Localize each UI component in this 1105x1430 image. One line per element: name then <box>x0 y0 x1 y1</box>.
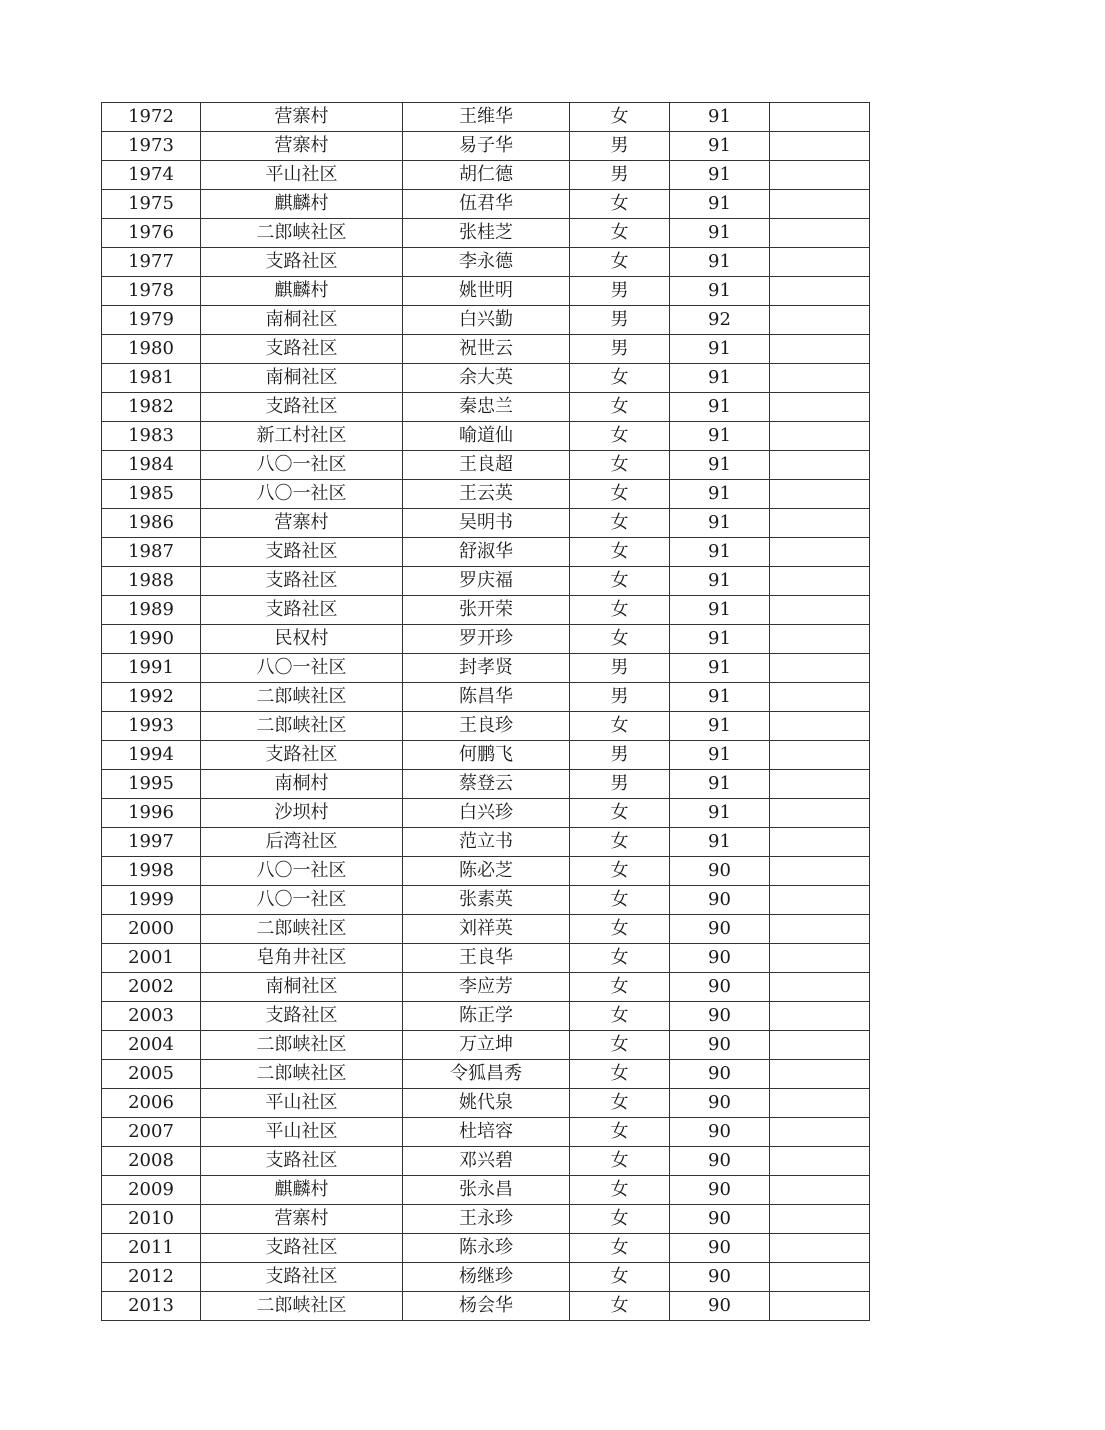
age-cell: 92 <box>670 306 770 335</box>
row-number-cell: 1994 <box>102 741 201 770</box>
community-cell: 支路社区 <box>201 538 403 567</box>
gender-cell: 女 <box>570 1031 670 1060</box>
table-row <box>102 103 870 132</box>
table-row <box>102 625 870 654</box>
remarks-cell <box>770 828 870 857</box>
table-row <box>102 248 870 277</box>
gender-cell: 女 <box>570 1002 670 1031</box>
row-number-cell: 1995 <box>102 770 201 799</box>
gender-cell: 女 <box>570 480 670 509</box>
community-cell: 八〇一社区 <box>201 886 403 915</box>
name-cell: 李永德 <box>403 248 570 277</box>
remarks-cell <box>770 1176 870 1205</box>
gender-cell: 女 <box>570 828 670 857</box>
age-cell: 91 <box>670 219 770 248</box>
remarks-cell <box>770 654 870 683</box>
row-number-cell: 2001 <box>102 944 201 973</box>
community-cell: 二郎峡社区 <box>201 683 403 712</box>
gender-cell: 男 <box>570 654 670 683</box>
table-row <box>102 132 870 161</box>
community-cell: 二郎峡社区 <box>201 1292 403 1321</box>
remarks-cell <box>770 538 870 567</box>
row-number-cell: 2011 <box>102 1234 201 1263</box>
remarks-cell <box>770 973 870 1002</box>
row-number-cell: 1997 <box>102 828 201 857</box>
row-number-cell: 1979 <box>102 306 201 335</box>
community-cell: 平山社区 <box>201 1089 403 1118</box>
table-row <box>102 654 870 683</box>
community-cell: 新工村社区 <box>201 422 403 451</box>
name-cell: 吴明书 <box>403 509 570 538</box>
community-cell: 民权村 <box>201 625 403 654</box>
row-number-cell: 1972 <box>102 103 201 132</box>
gender-cell: 女 <box>570 422 670 451</box>
table-row <box>102 741 870 770</box>
table-row <box>102 1234 870 1263</box>
community-cell: 八〇一社区 <box>201 451 403 480</box>
name-cell: 姚代泉 <box>403 1089 570 1118</box>
row-number-cell: 1998 <box>102 857 201 886</box>
community-cell: 支路社区 <box>201 1147 403 1176</box>
gender-cell: 女 <box>570 973 670 1002</box>
community-cell: 二郎峡社区 <box>201 219 403 248</box>
gender-cell: 女 <box>570 364 670 393</box>
remarks-cell <box>770 422 870 451</box>
row-number-cell: 1983 <box>102 422 201 451</box>
name-cell: 陈昌华 <box>403 683 570 712</box>
remarks-cell <box>770 451 870 480</box>
community-cell: 平山社区 <box>201 161 403 190</box>
row-number-cell: 1986 <box>102 509 201 538</box>
gender-cell: 女 <box>570 1176 670 1205</box>
remarks-cell <box>770 712 870 741</box>
community-cell: 支路社区 <box>201 393 403 422</box>
age-cell: 91 <box>670 538 770 567</box>
table-row <box>102 422 870 451</box>
age-cell: 91 <box>670 364 770 393</box>
table-row <box>102 364 870 393</box>
name-cell: 王良华 <box>403 944 570 973</box>
name-cell: 杨会华 <box>403 1292 570 1321</box>
table-row <box>102 1176 870 1205</box>
remarks-cell <box>770 1118 870 1147</box>
remarks-cell <box>770 219 870 248</box>
remarks-cell <box>770 857 870 886</box>
name-cell: 王良超 <box>403 451 570 480</box>
table-row <box>102 596 870 625</box>
table-row <box>102 828 870 857</box>
table-row <box>102 567 870 596</box>
table-row <box>102 1205 870 1234</box>
row-number-cell: 2007 <box>102 1118 201 1147</box>
table-row <box>102 219 870 248</box>
name-cell: 王维华 <box>403 103 570 132</box>
community-cell: 二郎峡社区 <box>201 1060 403 1089</box>
remarks-cell <box>770 1060 870 1089</box>
gender-cell: 女 <box>570 1060 670 1089</box>
name-cell: 张永昌 <box>403 1176 570 1205</box>
age-cell: 90 <box>670 915 770 944</box>
name-cell: 范立书 <box>403 828 570 857</box>
remarks-cell <box>770 1089 870 1118</box>
table-row <box>102 1031 870 1060</box>
community-cell: 支路社区 <box>201 335 403 364</box>
gender-cell: 女 <box>570 886 670 915</box>
name-cell: 杜培容 <box>403 1118 570 1147</box>
gender-cell: 男 <box>570 683 670 712</box>
age-cell: 91 <box>670 770 770 799</box>
remarks-cell <box>770 683 870 712</box>
gender-cell: 女 <box>570 509 670 538</box>
age-cell: 91 <box>670 161 770 190</box>
table-row <box>102 451 870 480</box>
gender-cell: 女 <box>570 944 670 973</box>
name-cell: 易子华 <box>403 132 570 161</box>
row-number-cell: 2006 <box>102 1089 201 1118</box>
remarks-cell <box>770 480 870 509</box>
age-cell: 90 <box>670 1147 770 1176</box>
row-number-cell: 1974 <box>102 161 201 190</box>
age-cell: 91 <box>670 654 770 683</box>
name-cell: 万立坤 <box>403 1031 570 1060</box>
row-number-cell: 2009 <box>102 1176 201 1205</box>
remarks-cell <box>770 886 870 915</box>
remarks-cell <box>770 799 870 828</box>
remarks-cell <box>770 1147 870 1176</box>
age-cell: 91 <box>670 509 770 538</box>
name-cell: 杨继珍 <box>403 1263 570 1292</box>
remarks-cell <box>770 103 870 132</box>
remarks-cell <box>770 741 870 770</box>
name-cell: 余大英 <box>403 364 570 393</box>
name-cell: 刘祥英 <box>403 915 570 944</box>
age-cell: 91 <box>670 277 770 306</box>
table-row <box>102 1263 870 1292</box>
age-cell: 90 <box>670 1176 770 1205</box>
community-cell: 南桐村 <box>201 770 403 799</box>
name-cell: 白兴勤 <box>403 306 570 335</box>
table-row <box>102 1118 870 1147</box>
age-cell: 90 <box>670 944 770 973</box>
remarks-cell <box>770 132 870 161</box>
remarks-cell <box>770 944 870 973</box>
age-cell: 91 <box>670 799 770 828</box>
community-cell: 南桐社区 <box>201 306 403 335</box>
table-row <box>102 683 870 712</box>
row-number-cell: 1993 <box>102 712 201 741</box>
row-number-cell: 2010 <box>102 1205 201 1234</box>
table-row <box>102 1002 870 1031</box>
community-cell: 营寨村 <box>201 132 403 161</box>
community-cell: 后湾社区 <box>201 828 403 857</box>
age-cell: 91 <box>670 335 770 364</box>
gender-cell: 女 <box>570 1234 670 1263</box>
table-row <box>102 277 870 306</box>
row-number-cell: 1981 <box>102 364 201 393</box>
table-row <box>102 161 870 190</box>
community-cell: 支路社区 <box>201 248 403 277</box>
age-cell: 90 <box>670 1292 770 1321</box>
remarks-cell <box>770 567 870 596</box>
community-cell: 营寨村 <box>201 103 403 132</box>
age-cell: 91 <box>670 480 770 509</box>
name-cell: 姚世明 <box>403 277 570 306</box>
gender-cell: 女 <box>570 1118 670 1147</box>
gender-cell: 男 <box>570 306 670 335</box>
row-number-cell: 1978 <box>102 277 201 306</box>
table-row <box>102 973 870 1002</box>
age-cell: 90 <box>670 1089 770 1118</box>
age-cell: 90 <box>670 857 770 886</box>
age-cell: 91 <box>670 393 770 422</box>
age-cell: 90 <box>670 1263 770 1292</box>
age-cell: 91 <box>670 828 770 857</box>
community-cell: 南桐社区 <box>201 973 403 1002</box>
remarks-cell <box>770 1205 870 1234</box>
remarks-cell <box>770 190 870 219</box>
gender-cell: 女 <box>570 799 670 828</box>
row-number-cell: 2002 <box>102 973 201 1002</box>
name-cell: 陈必芝 <box>403 857 570 886</box>
age-cell: 90 <box>670 1234 770 1263</box>
age-cell: 90 <box>670 1060 770 1089</box>
row-number-cell: 2013 <box>102 1292 201 1321</box>
name-cell: 白兴珍 <box>403 799 570 828</box>
gender-cell: 男 <box>570 770 670 799</box>
table-row <box>102 1147 870 1176</box>
remarks-cell <box>770 1002 870 1031</box>
table-row <box>102 770 870 799</box>
gender-cell: 女 <box>570 1205 670 1234</box>
table-row <box>102 712 870 741</box>
age-cell: 90 <box>670 1031 770 1060</box>
table-row <box>102 538 870 567</box>
remarks-cell <box>770 1031 870 1060</box>
gender-cell: 男 <box>570 335 670 364</box>
gender-cell: 女 <box>570 596 670 625</box>
table-row <box>102 335 870 364</box>
gender-cell: 女 <box>570 712 670 741</box>
age-cell: 91 <box>670 567 770 596</box>
name-cell: 胡仁德 <box>403 161 570 190</box>
age-cell: 91 <box>670 741 770 770</box>
age-cell: 90 <box>670 886 770 915</box>
table-row <box>102 1292 870 1321</box>
name-cell: 令狐昌秀 <box>403 1060 570 1089</box>
name-cell: 蔡登云 <box>403 770 570 799</box>
row-number-cell: 1999 <box>102 886 201 915</box>
age-cell: 91 <box>670 422 770 451</box>
community-cell: 皂角井社区 <box>201 944 403 973</box>
remarks-cell <box>770 161 870 190</box>
gender-cell: 男 <box>570 161 670 190</box>
row-number-cell: 1992 <box>102 683 201 712</box>
community-cell: 八〇一社区 <box>201 480 403 509</box>
gender-cell: 女 <box>570 915 670 944</box>
table-row <box>102 480 870 509</box>
table-row <box>102 1060 870 1089</box>
gender-cell: 女 <box>570 190 670 219</box>
community-cell: 麒麟村 <box>201 277 403 306</box>
community-cell: 沙坝村 <box>201 799 403 828</box>
table-row <box>102 799 870 828</box>
table-row <box>102 306 870 335</box>
table-row <box>102 1089 870 1118</box>
age-cell: 91 <box>670 103 770 132</box>
community-cell: 二郎峡社区 <box>201 712 403 741</box>
gender-cell: 女 <box>570 248 670 277</box>
gender-cell: 男 <box>570 132 670 161</box>
name-cell: 张素英 <box>403 886 570 915</box>
table-row <box>102 915 870 944</box>
table-row <box>102 857 870 886</box>
community-cell: 二郎峡社区 <box>201 915 403 944</box>
remarks-cell <box>770 1234 870 1263</box>
age-cell: 91 <box>670 190 770 219</box>
community-cell: 麒麟村 <box>201 1176 403 1205</box>
remarks-cell <box>770 364 870 393</box>
gender-cell: 男 <box>570 277 670 306</box>
community-cell: 麒麟村 <box>201 190 403 219</box>
gender-cell: 女 <box>570 625 670 654</box>
name-cell: 邓兴碧 <box>403 1147 570 1176</box>
name-cell: 喻道仙 <box>403 422 570 451</box>
row-number-cell: 1977 <box>102 248 201 277</box>
age-cell: 90 <box>670 1205 770 1234</box>
remarks-cell <box>770 306 870 335</box>
remarks-cell <box>770 277 870 306</box>
community-cell: 八〇一社区 <box>201 857 403 886</box>
name-cell: 罗开珍 <box>403 625 570 654</box>
gender-cell: 女 <box>570 857 670 886</box>
table-row <box>102 509 870 538</box>
age-cell: 91 <box>670 712 770 741</box>
remarks-cell <box>770 1292 870 1321</box>
community-cell: 支路社区 <box>201 741 403 770</box>
remarks-cell <box>770 770 870 799</box>
row-number-cell: 2005 <box>102 1060 201 1089</box>
age-cell: 91 <box>670 132 770 161</box>
age-cell: 91 <box>670 683 770 712</box>
remarks-cell <box>770 248 870 277</box>
name-cell: 秦忠兰 <box>403 393 570 422</box>
age-cell: 90 <box>670 1118 770 1147</box>
gender-cell: 男 <box>570 741 670 770</box>
gender-cell: 女 <box>570 1263 670 1292</box>
row-number-cell: 2008 <box>102 1147 201 1176</box>
row-number-cell: 1980 <box>102 335 201 364</box>
row-number-cell: 2000 <box>102 915 201 944</box>
name-cell: 王永珍 <box>403 1205 570 1234</box>
gender-cell: 女 <box>570 219 670 248</box>
name-cell: 祝世云 <box>403 335 570 364</box>
age-cell: 91 <box>670 451 770 480</box>
name-cell: 封孝贤 <box>403 654 570 683</box>
gender-cell: 女 <box>570 393 670 422</box>
remarks-cell <box>770 393 870 422</box>
table-body <box>102 103 870 1321</box>
remarks-cell <box>770 915 870 944</box>
community-cell: 营寨村 <box>201 509 403 538</box>
community-cell: 八〇一社区 <box>201 654 403 683</box>
community-cell: 支路社区 <box>201 1234 403 1263</box>
gender-cell: 女 <box>570 1147 670 1176</box>
row-number-cell: 1989 <box>102 596 201 625</box>
row-number-cell: 1984 <box>102 451 201 480</box>
name-cell: 张桂芝 <box>403 219 570 248</box>
table-row <box>102 393 870 422</box>
community-cell: 二郎峡社区 <box>201 1031 403 1060</box>
community-cell: 支路社区 <box>201 1263 403 1292</box>
name-cell: 伍君华 <box>403 190 570 219</box>
age-cell: 90 <box>670 1002 770 1031</box>
row-number-cell: 1985 <box>102 480 201 509</box>
name-cell: 张开荣 <box>403 596 570 625</box>
age-cell: 91 <box>670 248 770 277</box>
name-cell: 陈永珍 <box>403 1234 570 1263</box>
row-number-cell: 2003 <box>102 1002 201 1031</box>
remarks-cell <box>770 335 870 364</box>
gender-cell: 女 <box>570 1089 670 1118</box>
gender-cell: 女 <box>570 567 670 596</box>
row-number-cell: 1987 <box>102 538 201 567</box>
row-number-cell: 1996 <box>102 799 201 828</box>
table-row <box>102 190 870 219</box>
row-number-cell: 2012 <box>102 1263 201 1292</box>
remarks-cell <box>770 509 870 538</box>
row-number-cell: 1976 <box>102 219 201 248</box>
age-cell: 91 <box>670 625 770 654</box>
remarks-cell <box>770 596 870 625</box>
table-row <box>102 944 870 973</box>
community-cell: 支路社区 <box>201 567 403 596</box>
row-number-cell: 1982 <box>102 393 201 422</box>
community-cell: 支路社区 <box>201 1002 403 1031</box>
name-cell: 何鹏飞 <box>403 741 570 770</box>
name-cell: 陈正学 <box>403 1002 570 1031</box>
table-row <box>102 886 870 915</box>
age-cell: 91 <box>670 596 770 625</box>
community-cell: 南桐社区 <box>201 364 403 393</box>
remarks-cell <box>770 1263 870 1292</box>
name-cell: 王良珍 <box>403 712 570 741</box>
name-cell: 王云英 <box>403 480 570 509</box>
row-number-cell: 1991 <box>102 654 201 683</box>
community-cell: 营寨村 <box>201 1205 403 1234</box>
name-cell: 李应芳 <box>403 973 570 1002</box>
gender-cell: 女 <box>570 451 670 480</box>
row-number-cell: 1973 <box>102 132 201 161</box>
name-cell: 罗庆福 <box>403 567 570 596</box>
community-cell: 平山社区 <box>201 1118 403 1147</box>
age-cell: 90 <box>670 973 770 1002</box>
row-number-cell: 1975 <box>102 190 201 219</box>
row-number-cell: 1988 <box>102 567 201 596</box>
community-cell: 支路社区 <box>201 596 403 625</box>
elderly-roster-table <box>101 102 870 1321</box>
gender-cell: 女 <box>570 538 670 567</box>
row-number-cell: 1990 <box>102 625 201 654</box>
gender-cell: 女 <box>570 1292 670 1321</box>
remarks-cell <box>770 625 870 654</box>
gender-cell: 女 <box>570 103 670 132</box>
row-number-cell: 2004 <box>102 1031 201 1060</box>
name-cell: 舒淑华 <box>403 538 570 567</box>
